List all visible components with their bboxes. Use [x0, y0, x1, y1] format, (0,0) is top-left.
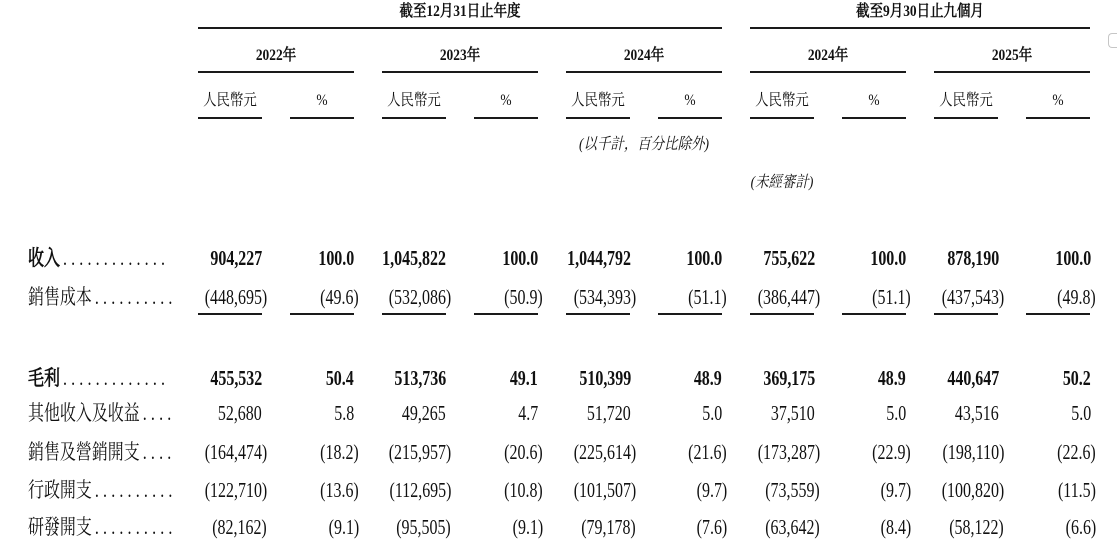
research-development-nine-months-2025-percent: (6.6): [1065, 515, 1096, 539]
percent-heading: %: [316, 92, 328, 109]
dot-leader: ..........: [94, 478, 177, 502]
dot-leader: ....: [142, 440, 176, 464]
year-rule: [934, 71, 1090, 73]
administrative-fy2024-amount: (101,507): [573, 478, 636, 502]
unit-rule: [658, 117, 722, 119]
administrative-fy2023-percent: (10.8): [504, 478, 543, 502]
year-heading-fy2024: 2024年: [623, 47, 665, 64]
cost-of-sales-fy2022-amount: (448,695): [204, 285, 267, 309]
subtotal-rule: [198, 313, 262, 315]
dot-leader: ..........: [94, 285, 177, 309]
unit-rule: [750, 117, 814, 119]
research-development-fy2024-percent: (7.6): [696, 515, 727, 539]
gross-profit-fy2022-percent: 50.4: [326, 366, 354, 390]
cost-of-sales-nine-months-2025-percent: (49.8): [1057, 285, 1096, 309]
year-heading-nine-months-2025: 2025年: [991, 47, 1033, 64]
percent-heading: %: [684, 92, 696, 109]
percent-heading: %: [868, 92, 880, 109]
table-row-administrative-expenses: [0, 477, 1117, 503]
research-development-fy2023-percent: (9.1): [512, 515, 543, 539]
nine-month-period-heading: 截至9月30日止九個月: [856, 3, 984, 20]
gross-profit-fy2024-percent: 48.9: [694, 366, 722, 390]
administrative-fy2022-amount: (122,710): [204, 478, 267, 502]
subtotal-rule: [474, 313, 538, 315]
research-development-fy2022-amount: (82,162): [212, 515, 267, 539]
revenue-nine-months-2024-percent: 100.0: [870, 246, 906, 270]
currency-heading: 人民幣元: [755, 92, 809, 109]
selling-marketing-nine-months-2025-percent: (22.6): [1057, 440, 1096, 464]
research-development-fy2022-percent: (9.1): [328, 515, 359, 539]
units-note-row: [0, 132, 1117, 158]
cost-of-sales-fy2022-percent: (49.6): [320, 285, 359, 309]
year-rule: [198, 71, 354, 73]
other-income-fy2023-amount: 49,265: [402, 401, 446, 425]
administrative-nine-months-2024-percent: (9.7): [880, 478, 911, 502]
gross-profit-nine-months-2025-amount: 440,647: [947, 366, 999, 390]
label-text: 收入: [28, 246, 60, 270]
gross-profit-nine-months-2024-amount: 369,175: [763, 366, 815, 390]
subtotal-rule: [566, 313, 630, 315]
other-income-fy2023-percent: 4.7: [518, 401, 538, 425]
other-income-nine-months-2025-percent: 5.0: [1071, 401, 1091, 425]
percent-heading: %: [1052, 92, 1064, 109]
unaudited-note: (未經審計): [750, 174, 814, 191]
cost-of-sales-fy2023-amount: (532,086): [388, 285, 451, 309]
cost-of-sales-fy2023-percent: (50.9): [504, 285, 543, 309]
subtotal-rule: [290, 313, 354, 315]
cost-of-sales-fy2024-amount: (534,393): [573, 285, 636, 309]
year-rule: [750, 71, 906, 73]
currency-heading: 人民幣元: [387, 92, 441, 109]
research-development-nine-months-2024-percent: (8.4): [880, 515, 911, 539]
research-development-nine-months-2025-amount: (58,122): [949, 515, 1004, 539]
selling-marketing-fy2022-amount: (164,474): [204, 440, 267, 464]
unit-rule: [290, 117, 354, 119]
other-income-fy2024-percent: 5.0: [702, 401, 722, 425]
year-heading-fy2023: 2023年: [439, 47, 481, 64]
other-income-nine-months-2025-amount: 43,516: [955, 401, 999, 425]
unit-rule: [198, 117, 262, 119]
unaudited-note-row: [0, 170, 1117, 196]
year-header-row: [0, 43, 1117, 69]
subtotal-rule: [750, 313, 814, 315]
administrative-fy2022-percent: (13.6): [320, 478, 359, 502]
subtotal-rule: [382, 313, 446, 315]
selling-marketing-nine-months-2024-amount: (173,287): [757, 440, 820, 464]
cost-of-sales-label: [28, 284, 177, 310]
selling-marketing-fy2024-amount: (225,614): [573, 440, 636, 464]
other-income-fy2022-percent: 5.8: [334, 401, 354, 425]
dot-leader: ..........: [94, 515, 177, 539]
currency-heading: 人民幣元: [939, 92, 993, 109]
selling-marketing-fy2022-percent: (18.2): [320, 440, 359, 464]
label-text: 銷售成本: [28, 285, 92, 309]
dot-leader: .............: [62, 366, 170, 390]
currency-heading: 人民幣元: [571, 92, 625, 109]
other-income-nine-months-2024-amount: 37,510: [771, 401, 815, 425]
label-text: 銷售及營銷開支: [28, 440, 140, 464]
units-note: (以千計，百分比除外): [579, 136, 709, 153]
unit-rule: [382, 117, 446, 119]
other-income-fy2022-amount: 52,680: [218, 401, 262, 425]
year-rule: [382, 71, 538, 73]
selling-and-marketing-expenses-label: [28, 439, 175, 465]
revenue-fy2022-amount: 904,227: [210, 246, 262, 270]
table-row-gross-profit: [0, 365, 1117, 391]
dot-leader: ....: [142, 401, 176, 425]
gross-profit-nine-months-2024-percent: 48.9: [878, 366, 906, 390]
year-rule: [566, 71, 722, 73]
selling-marketing-fy2023-percent: (20.6): [504, 440, 543, 464]
revenue-fy2024-amount: 1,044,792: [567, 246, 631, 270]
selling-marketing-nine-months-2025-amount: (198,110): [942, 440, 1004, 464]
currency-heading: 人民幣元: [203, 92, 257, 109]
cost-of-sales-fy2024-percent: (51.1): [688, 285, 727, 309]
administrative-nine-months-2024-amount: (73,559): [765, 478, 820, 502]
other-income-fy2024-amount: 51,720: [587, 401, 631, 425]
unit-rule: [934, 117, 998, 119]
dot-leader: .............: [62, 246, 170, 270]
unit-rule: [474, 117, 538, 119]
research-development-nine-months-2024-amount: (63,642): [765, 515, 820, 539]
gross-profit-fy2023-percent: 49.1: [510, 366, 538, 390]
gross-profit-label: [28, 365, 169, 391]
year-heading-fy2022: 2022年: [255, 47, 297, 64]
selling-marketing-fy2024-percent: (21.6): [688, 440, 727, 464]
subtotal-rule: [934, 313, 998, 315]
cost-of-sales-nine-months-2025-amount: (437,543): [941, 285, 1004, 309]
revenue-fy2024-percent: 100.0: [686, 246, 722, 270]
nine-month-period-rule: [750, 27, 1090, 29]
revenue-nine-months-2025-percent: 100.0: [1055, 246, 1091, 270]
revenue-fy2023-amount: 1,045,822: [382, 246, 446, 270]
unit-rule: [1026, 117, 1090, 119]
cost-of-sales-nine-months-2024-percent: (51.1): [872, 285, 911, 309]
subtotal-rule: [842, 313, 906, 315]
administrative-expenses-label: [28, 477, 177, 503]
administrative-fy2024-percent: (9.7): [696, 478, 727, 502]
revenue-nine-months-2025-amount: 878,190: [947, 246, 999, 270]
gross-profit-fy2022-amount: 455,532: [210, 366, 262, 390]
other-income-nine-months-2024-percent: 5.0: [886, 401, 906, 425]
period-header-row: [0, 0, 1117, 24]
revenue-fy2022-percent: 100.0: [318, 246, 354, 270]
unit-rule: [566, 117, 630, 119]
table-row-research-and-development-expenses: [0, 514, 1117, 540]
subtotal-rule: [1026, 313, 1090, 315]
gross-profit-nine-months-2025-percent: 50.2: [1063, 366, 1091, 390]
administrative-fy2023-amount: (112,695): [389, 478, 451, 502]
year-heading-nine-months-2024: 2024年: [807, 47, 849, 64]
full-year-period-heading: 截至12月31日止年度: [399, 3, 521, 20]
table-row-cost-of-sales: [0, 284, 1117, 310]
research-development-fy2023-amount: (95,505): [396, 515, 451, 539]
gross-profit-fy2023-amount: 513,736: [394, 366, 446, 390]
research-development-fy2024-amount: (79,178): [581, 515, 636, 539]
selling-marketing-nine-months-2024-percent: (22.9): [872, 440, 911, 464]
research-and-development-expenses-label: [28, 514, 177, 540]
administrative-nine-months-2025-amount: (100,820): [941, 478, 1004, 502]
revenue-nine-months-2024-amount: 755,622: [763, 246, 815, 270]
unit-header-row: [0, 88, 1117, 114]
gross-profit-fy2024-amount: 510,399: [579, 366, 631, 390]
full-year-period-rule: [198, 27, 722, 29]
revenue-label: [28, 245, 169, 271]
subtotal-rule: [658, 313, 722, 315]
table-row-revenue: [0, 245, 1117, 271]
other-income-and-gains-label: [28, 400, 175, 426]
label-text: 其他收入及收益: [28, 401, 140, 425]
label-text: 毛利: [28, 366, 60, 390]
revenue-fy2023-percent: 100.0: [502, 246, 538, 270]
label-text: 研發開支: [28, 515, 92, 539]
unit-rule: [842, 117, 906, 119]
table-row-other-income-and-gains: [0, 400, 1117, 426]
percent-heading: %: [500, 92, 512, 109]
table-row-selling-and-marketing-expenses: [0, 439, 1117, 465]
administrative-nine-months-2025-percent: (11.5): [1058, 478, 1096, 502]
label-text: 行政開支: [28, 478, 92, 502]
selling-marketing-fy2023-amount: (215,957): [388, 440, 451, 464]
cost-of-sales-nine-months-2024-amount: (386,447): [757, 285, 820, 309]
